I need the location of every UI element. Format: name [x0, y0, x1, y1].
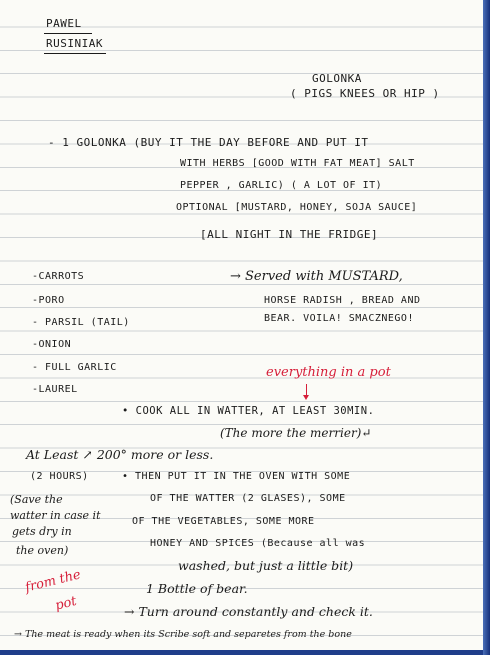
oven-line-4: HONEY AND SPICES (Because all was [150, 538, 366, 549]
prep-line-3: PEPPER , GARLIC) ( A LOT OF IT) [180, 180, 383, 191]
side-note-line: the oven) [16, 544, 69, 557]
final-line: → The meat is ready when its Scribe soft and separetes from the bone [14, 629, 352, 640]
oven-line-5: washed, but just a little bit) [178, 558, 354, 573]
duration-line: (2 HOURS) [30, 471, 89, 482]
vegetable-item: -LAUREL [32, 384, 78, 395]
vegetable-item: -CARROTS [32, 271, 85, 282]
oven-line-6: 1 Bottle of bear. [146, 581, 248, 596]
red-down-arrow [306, 384, 307, 398]
side-note-line: gets dry in [12, 525, 72, 538]
author-underline [44, 33, 92, 34]
vegetable-item: - PARSIL (TAIL) [32, 317, 130, 328]
oven-line-1: • THEN PUT IT IN THE OVEN WITH SOME [122, 471, 351, 482]
served-line-3: BEAR. VOILA! SMACZNEGO! [264, 313, 414, 324]
oven-line-7: → Turn around constantly and check it. [124, 604, 373, 619]
from-the-pot-note: from the [23, 567, 83, 596]
vegetable-item: -PORO [32, 295, 65, 306]
side-note-line: watter in case it [10, 509, 101, 522]
oven-line-3: OF THE VEGETABLES, SOME MORE [132, 516, 315, 527]
served-line-2: HORSE RADISH , BREAD AND [264, 295, 421, 306]
from-the-pot-note-2: pot [53, 593, 79, 614]
vegetable-item: -ONION [32, 339, 72, 350]
cook-line-1: • COOK ALL IN WATTER, AT LEAST 30MIN. [122, 405, 375, 417]
cook-line-2: (The more the merrier)↵ [220, 426, 372, 440]
vegetable-item: - FULL GARLIC [32, 362, 117, 373]
prep-line-1: - 1 GOLONKA (BUY IT THE DAY BEFORE AND PUT IT [48, 136, 369, 149]
author-first-name: PAWEL [46, 17, 82, 30]
recipe-title: GOLONKA [312, 72, 362, 85]
everything-in-a-pot-note: everything in a pot [266, 365, 391, 380]
recipe-subtitle: ( PIGS KNEES OR HIP ) [290, 87, 440, 100]
prep-line-2: WITH HERBS [GOOD WITH FAT MEAT] SALT [180, 158, 415, 169]
author-underline-2 [44, 53, 106, 54]
side-note-line: (Save the [10, 493, 63, 506]
oven-line-2: OF THE WATTER (2 GLASES), SOME [150, 493, 346, 504]
temperature-line: At Least ↗ 200° more or less. [26, 447, 214, 462]
notebook-binding-edge [483, 0, 490, 655]
prep-line-4: OPTIONAL [MUSTARD, HONEY, SOJA SAUCE] [176, 202, 418, 213]
prep-line-5: [ALL NIGHT IN THE FRIDGE] [200, 228, 379, 241]
author-last-name: RUSINIAK [46, 37, 103, 50]
served-line-1: → Served with MUSTARD, [230, 269, 403, 284]
